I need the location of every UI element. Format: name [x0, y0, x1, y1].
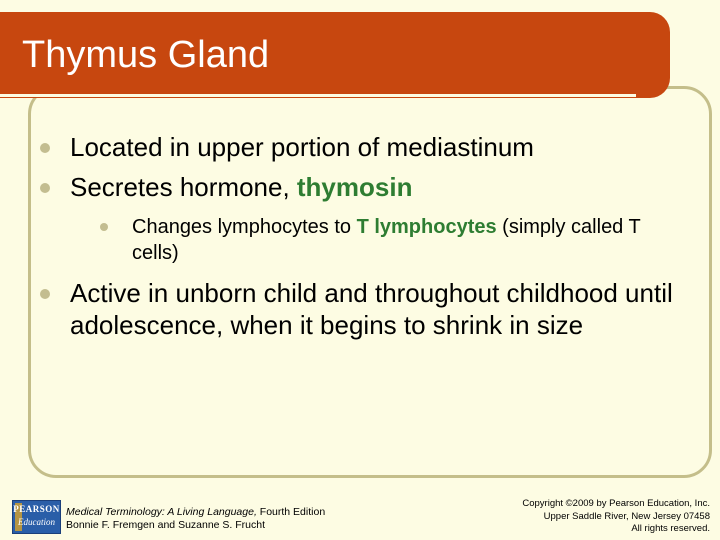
bullet-text-prefix: Changes lymphocytes to — [132, 216, 357, 238]
book-title: Medical Terminology: A Living Language, — [66, 506, 257, 518]
copyright-line: Upper Saddle River, New Jersey 07458 — [543, 510, 710, 522]
bullet-dot-icon — [100, 223, 108, 231]
footer-copyright — [522, 498, 710, 536]
bullet-text — [132, 214, 680, 266]
title-underline — [0, 94, 636, 97]
pearson-logo — [12, 500, 61, 534]
bullet-item — [40, 277, 680, 341]
bullet-item — [40, 171, 680, 203]
bullet-dot-icon — [40, 143, 50, 153]
bullet-text: Active in unborn child and throughout childhood until adolescence, when it begins to shrink in size — [70, 278, 673, 340]
copyright-line: All rights reserved. — [631, 523, 710, 534]
logo-line1: PEARSON — [13, 504, 60, 514]
bullet-item — [40, 131, 680, 163]
bullet-text — [70, 171, 412, 203]
highlight-term: thymosin — [296, 172, 413, 202]
bullet-dot-icon — [40, 183, 50, 193]
sub-bullet-item — [100, 214, 680, 266]
bullet-text-prefix: Secretes hormone, — [70, 172, 297, 202]
book-edition: Fourth Edition — [256, 506, 326, 518]
copyright-line: Copyright ©2009 by Pearson Education, Inc. — [522, 498, 710, 509]
slide-title: Thymus Gland — [22, 34, 270, 76]
bullet-text-suffix: (simply called T cells) — [132, 216, 641, 264]
highlight-term: T lymphocytes — [356, 216, 497, 238]
bullet-dot-icon — [40, 289, 50, 299]
bullet-text: Located in upper portion of mediastinum — [70, 132, 534, 162]
book-authors: Bonnie F. Fremgen and Suzanne S. Frucht — [66, 519, 266, 531]
logo-line2: Education — [18, 517, 55, 527]
footer-book-credit — [66, 506, 325, 532]
